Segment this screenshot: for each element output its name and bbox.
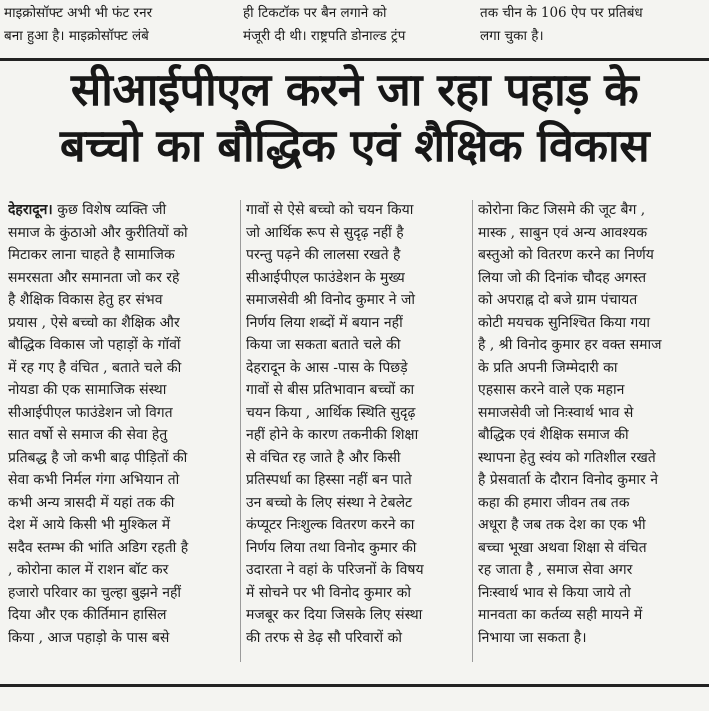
article-text: कुछ विशेष व्यक्ति जी [57,202,167,218]
article-text-line: नोयडा की एक सामाजिक संस्था [8,382,167,398]
previous-article-strip [0,0,709,56]
article-text-line: समाजसेवी श्री विनोद कुमार ने जो [246,292,416,308]
article-text-line: में सोचने पर भी विनोद कुमार को [246,584,412,601]
article-text-line: सदैव स्तम्भ की भांति अडिग रहती है [8,539,189,556]
article-text-line: मजबूर कर दिया जिसके लिए संस्था [246,607,423,623]
dateline: देहरादून। [8,202,53,218]
article-text-line: किया , आज पहाड़ो के पास बसे [8,629,170,646]
article-text-line: में रह गए है वंचित , बताते चले की [8,359,182,376]
article-text-line: के प्रति अपनी जिम्मेदारी का [478,359,618,376]
article-text-line: देहरादून के आस -पास के पिछड़े [246,359,408,376]
article-text-line: समाज के कुंठाओ और कुरीतियों को [8,224,188,241]
article-text-line: रह जाता है , समाज सेवा अगर [478,562,633,578]
article-column-3 [478,199,702,649]
article-text-line: बौद्धिक एवं शैक्षिक समाज की [478,427,629,443]
article-text-line: कहा की हमारा जीवन तब तक [478,494,630,511]
article-text-line: बच्चा भूखा अथवा शिक्षा से वंचित [478,539,647,556]
article-text-line: कोटी मयचक सुनिश्चित किया गया [478,314,651,331]
article-text-line: , कोरोना काल में राशन बॉट कर [8,562,169,578]
previous-article-column-2 [243,2,467,48]
article-text-line: बस्तुओ को वितरण करने का निर्णय [478,247,654,263]
article-headline [0,62,709,174]
article-text-line: एहसास करने वाले एक महान [478,382,625,398]
article-text-line: निर्णय लिया तथा विनोद कुमार की [246,539,417,556]
article-text-line: निर्णय लिया शब्दों में बयान नहीं [246,314,403,331]
article-column-2 [246,199,468,649]
text-line: माइक्रोसॉफ्ट अभी भी फंट रनर [4,5,153,21]
article-text-line: सात वर्षो से समाज की सेवा हेतु [8,427,168,443]
previous-article-column-1 [4,2,236,48]
text-line: लगा चुका है। [480,28,544,44]
article-text-line: है प्रेसवार्ता के दौरान विनोद कुमार ने [478,472,659,488]
text-line: बना हुआ है। माइक्रोसॉफ्ट लंबे [4,28,149,44]
article-text-line: नहीं होने के कारण तकनीकी शिक्षा [246,427,419,443]
article-text-line: समरसता और समानता जो कर रहे [8,269,180,286]
article-text-line: लिया जो की दिनांक चौदह अगस्त [478,269,647,286]
column-divider [472,200,473,662]
article-text-line: चयन किया , आर्थिक स्थिति सुदृढ़ [246,404,416,421]
article-text-line: प्रतिबद्ध है जो कभी बाढ़ पीड़ितों की [8,449,188,466]
article-text-line [8,199,236,222]
article-text-line: मानवता का कर्तव्य सही मायने में [478,607,643,623]
article-text-line: अधूरा है जब तक देश का एक भी [478,517,646,533]
text-line: मंजूरी दी थी। राष्ट्रपति डोनाल्ड ट्रंप [243,28,406,44]
article-text-line: किया जा सकता बताते चले की [246,337,401,353]
article-text-line: से वंचित रह जाते है और किसी [246,449,401,466]
article-text-line: कोरोना किट जिसमे की जूट बैग , [478,202,646,218]
article-text-line: कंप्यूटर निःशुल्क वितरण करने का [246,517,415,533]
clipped-edge [0,0,709,4]
article-text-line: जो आर्थिक रूप से सुदृढ़ नहीं है [246,224,404,241]
article-text-line: दिया और एक कीर्तिमान हासिल [8,607,167,623]
article-text-line: देश में आये किसी भी मुश्किल में [8,517,171,533]
article-text-line: है शैक्षिक विकास हेतु हर संभव [8,292,163,308]
article-text-line: मास्क , साबुन एवं अन्य आवश्यक [478,224,648,241]
article-text-line: स्थापना हेतु स्वंय को गतिशील रखते [478,449,656,466]
article-text-line: उन बच्चो के लिए संस्था ने टेबलेट [246,494,413,511]
article-text-line: प्रतिस्पर्धा का हिस्सा नहीं बन पाते [246,472,412,488]
article-column-1 [8,199,236,649]
text-line: ही टिकटॉक पर बैन लगाने को [243,5,387,21]
article-text-line: सीआईपीएल फाउंडेशन के मुख्य [246,269,405,286]
divider-rule [0,684,709,687]
headline-line-2: बच्चो का बौद्धिक एवं शैक्षिक विकास [59,119,650,172]
article-text-line: बौद्धिक विकास जो पहाड़ों के गॉवों [8,337,181,353]
article-text-line: उदारता ने वहां के परिजनों के विषय [246,562,424,578]
article-text-line: निभाया जा सकता है। [478,629,587,646]
article-text-line: सीआईपीएल फाउंडेशन जो विगत [8,404,173,421]
article-text-line: समाजसेवी जो निःस्वार्थ भाव से [478,404,634,421]
article-text-line: परन्तु पढ़ने की लालसा रखते है [246,247,401,263]
article-text-line: सेवा कभी निर्मल गंगा अभियान तो [8,472,180,488]
article-text-line: की तरफ से डेढ़ सौ परिवारों को [246,629,402,646]
text-line: तक चीन के 106 ऐप पर प्रतिबंध [480,5,643,21]
article-text-line: प्रयास , ऐसे बच्चो का शैक्षिक और [8,314,180,331]
column-divider [240,200,241,662]
article-text-line: गावों से ऐसे बच्चो को चयन किया [246,202,414,218]
divider-rule [0,58,709,61]
article-text-line: है , श्री विनोद कुमार हर वक्त समाज [478,337,662,353]
article-text-line: को अपराह्न दो बजे ग्राम पंचायत [478,292,638,308]
article-text-line: हजारो परिवार का चुल्हा बुझने नहीं [8,584,182,601]
previous-article-column-3 [480,2,700,48]
article-text-line: गावों से बीस प्रतिभावान बच्चों का [246,382,415,398]
article-text-line: निःस्वार्थ भाव से किया जाये तो [478,584,631,601]
headline-line-1: सीआईपीएल करने जा रहा पहाड़ के [70,63,639,116]
article-text-line: कभी अन्य त्रासदी में यहां तक की [8,494,175,511]
article-text-line: मिटाकर लाना चाहते है सामाजिक [8,247,175,263]
